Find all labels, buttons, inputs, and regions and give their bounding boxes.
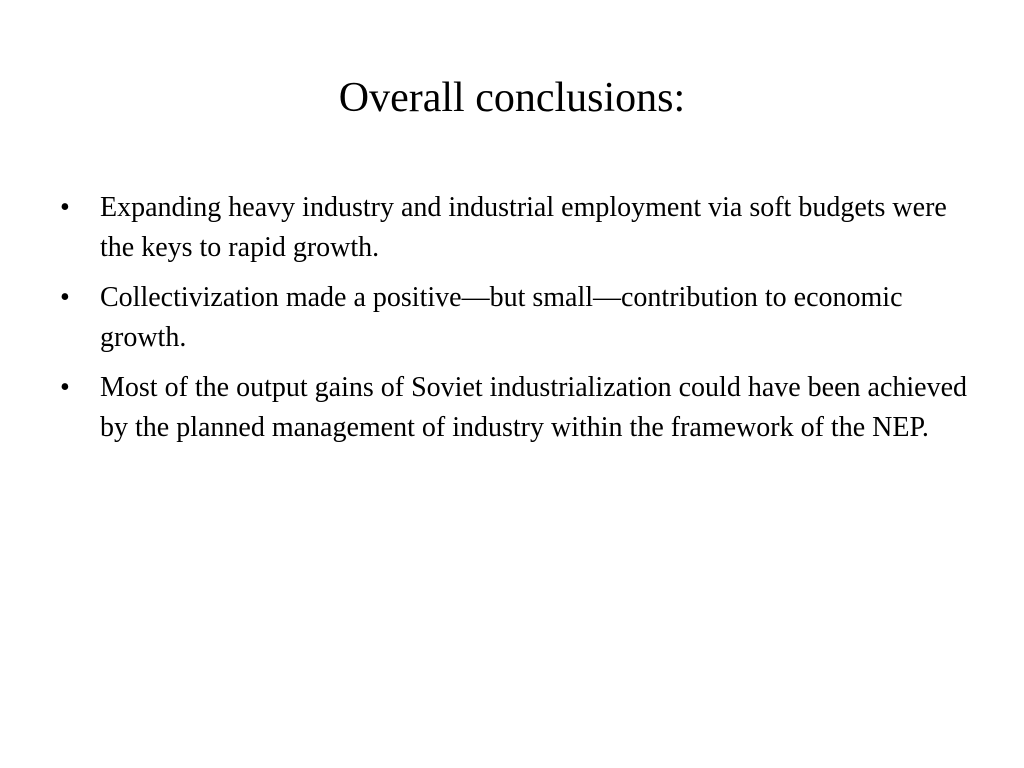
bullet-text-3: Most of the output gains of Soviet industrialization could have been achieved by the planned management of industry within the framework of the NEP. [100,372,968,443]
bullet-text-1: Expanding heavy industry and industrial employment via soft budgets were the keys to rapid growth. [100,192,947,263]
bullet-list [58,188,978,458]
bullet-item-3 [58,368,978,448]
bullet-item-2 [58,278,978,358]
bullet-text-2: Collectivization made a positive—but small—contribution to economic growth. [100,282,903,353]
bullet-item-1 [58,188,978,268]
bullet-icon: • [60,372,70,403]
bullet-icon: • [60,282,70,313]
slide-title: Overall conclusions: [338,75,686,121]
bullet-icon: • [60,192,70,223]
